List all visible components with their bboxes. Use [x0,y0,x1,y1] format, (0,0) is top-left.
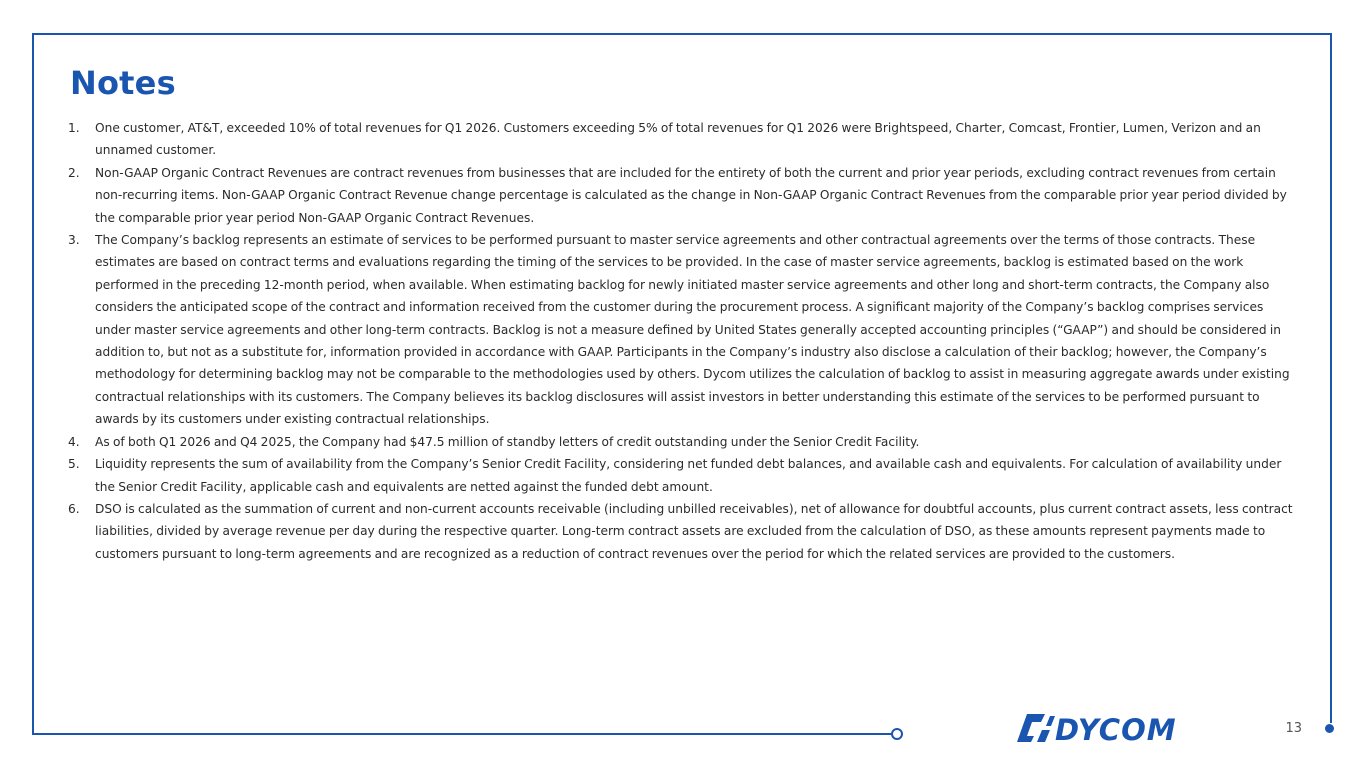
dycom-logo [1015,710,1208,744]
dycom-logo-graphic [1015,710,1208,744]
logo-wordmark: DYCOM [1055,713,1177,744]
note-text: DSO is calculated as the summation of current and non-current accounts receivable (including unbilled receivables), net of allowance for doubtful accounts, plus current contract assets, less contract liabilities, divided by average revenue per day during the respective quarter. Long-term contract assets are excluded from the calculation of DSO, as these amounts represent payments made to customers pursuant to long-term agreements and are recognized as a reduction of contract revenues over the period for which the related services are provided to the customers. [95,501,1293,561]
note-text: The Company’s backlog represents an estimate of services to be performed pursuant to master service agreements and other contractual agreements over the terms of those contracts. These estimates are based on contract terms and evaluations regarding the timing of the services to be provided. In the case of master service agreements, backlog is estimated based on the work performed in the preceding 12-month period, when available. When estimating backlog for newly initiated master service agreements and other long and short-term contracts, the Company also considers the anticipated scope of the contract and information received from the customer during the procurement process. A significant majority of the Company’s backlog comprises services under master service agreements and other long-term contracts. Backlog is not a measure defined by United States generally accepted accounting principles (“GAAP”) and should be considered in addition to, but not as a substitute for, information provided in accordance with GAAP. Participants in the Company’s industry also disclose a calculation of their backlog; however, the Company’s methodology for determining backlog may not be comparable to the methodologies used by others. Dycom utilizes the calculation of backlog to assist in measuring aggregate awards under existing contractual relationships with its customers. The Company believes its backlog disclosures will assist investors in better understanding this estimate of the services to be performed pursuant to awards by its customers under existing contractual relationships. [95,233,1290,427]
frame-top-line [32,33,1332,35]
note-item [68,162,1300,229]
page-number: 13 [1285,721,1302,736]
note-number: 4. [68,434,80,449]
note-number: 6. [68,501,80,516]
note-item [68,229,1300,431]
note-item [68,453,1300,498]
frame-dot-endpoint [1325,724,1334,733]
page-title: Notes [70,64,176,102]
note-text: Liquidity represents the sum of availability from the Company’s Senior Credit Facility, considering net funded debt balances, and available cash and equivalents. For calculation of availability under the Senior Credit Facility, applicable cash and equivalents are netted against the funded debt amount. [95,457,1282,494]
note-text: Non-GAAP Organic Contract Revenues are contract revenues from businesses that are included for the entirety of both the current and prior year periods, excluding contract revenues from certain non-recurring items. Non-GAAP Organic Contract Revenue change percentage is calculated as the change in Non-GAAP Organic Contract Revenues from the comparable prior year period divided by the comparable prior year period Non-GAAP Organic Contract Revenues. [95,165,1287,225]
notes-list [68,117,1300,565]
note-number: 2. [68,165,80,180]
frame-right-line [1330,33,1332,723]
frame-circle-endpoint [891,728,903,740]
note-item [68,431,1300,453]
note-number: 3. [68,233,80,248]
note-item [68,117,1300,162]
logo-mark-top-icon [1046,716,1055,726]
note-text: One customer, AT&T, exceeded 10% of total revenues for Q1 2026. Customers exceeding 5% of total revenues for Q1 2026 were Brightspeed, Charter, Comcast, Frontier, Lumen, Verizon and an unnamed customer. [95,121,1261,158]
logo-mark-right-icon [1037,730,1050,742]
note-number: 1. [68,121,80,135]
note-item [68,498,1300,565]
frame-bottom-line [32,733,892,735]
note-text: As of both Q1 2026 and Q4 2025, the Company had $47.5 million of standby letters of credit outstanding under the Senior Credit Facility. [95,434,920,449]
frame-left-line [32,33,34,735]
note-number: 5. [68,457,80,472]
